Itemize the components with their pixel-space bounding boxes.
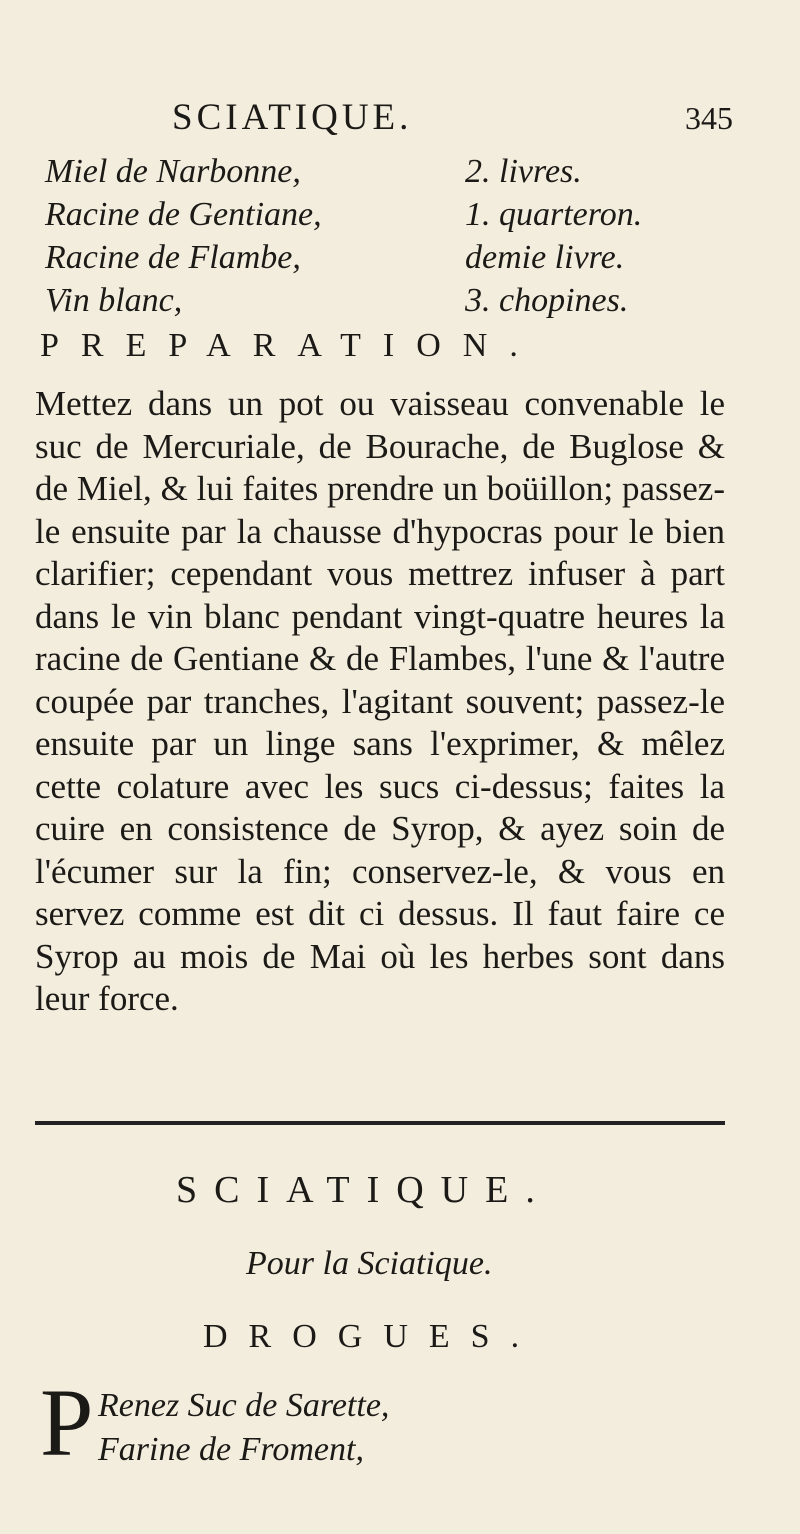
recipe-line: Farine de Froment, (98, 1431, 364, 1468)
ingredient-row (45, 196, 765, 244)
running-header: SCIATIQUE. (172, 97, 413, 138)
ingredient-quantity: demie livre. (465, 239, 625, 276)
drogues-heading: DROGUES. (203, 1318, 541, 1355)
ingredient-row (45, 153, 765, 201)
section-divider (35, 1121, 725, 1125)
section-subtitle: Pour la Sciatique. (246, 1245, 493, 1282)
ingredient-name: Vin blanc, (45, 282, 183, 319)
ingredient-row (45, 239, 765, 287)
drop-cap: P (40, 1369, 94, 1476)
ingredient-row (45, 282, 765, 330)
recipe-line: Renez Suc de Sarette, (98, 1387, 390, 1424)
ingredient-quantity: 2. livres. (465, 153, 582, 190)
ingredient-name: Racine de Gentiane, (45, 196, 322, 233)
ingredient-name: Racine de Flambe, (45, 239, 301, 276)
section-title: SCIATIQUE. (176, 1169, 552, 1211)
page-number: 345 (685, 100, 733, 136)
preparation-heading: PREPARATION. (40, 327, 540, 364)
ingredient-quantity: 3. chopines. (465, 282, 629, 319)
preparation-paragraph: Mettez dans un pot ou vaisseau convenable le suc de Mercuriale, de Bourache, de Buglose & de Miel, & lui faites prendre un boüillon; passez-le ensuite par la chausse d'hypocras pour le bien clarifier; cependant vous mettrez infuser à part dans le vin blanc pendant vingt-quatre heures la racine de Gentiane & de Flambes, l'une & l'autre coupée par tranches, l'agitant souvent; passez-le ensuite par un linge sans l'exprimer, & mêlez cette colature avec les sucs ci-dessus; faites la cuire en consistence de Syrop, & ayez soin de l'écumer sur la fin; conservez-le, & vous en servez comme est dit ci dessus. Il faut faire ce Syrop au mois de Mai où les herbes sont dans leur force. (35, 384, 725, 1018)
ingredient-name: Miel de Narbonne, (45, 153, 301, 190)
ingredient-quantity: 1. quarteron. (465, 196, 643, 233)
